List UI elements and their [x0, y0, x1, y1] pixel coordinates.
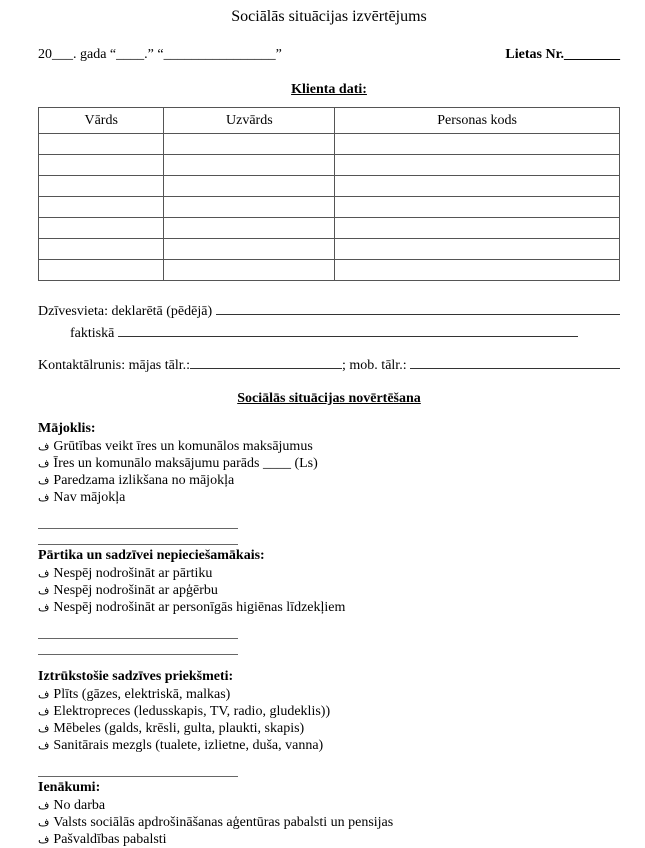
- residence-declared-row: [38, 301, 620, 320]
- checkbox-icon: ف: [38, 816, 50, 829]
- client-data-heading: Klienta dati:: [291, 82, 367, 97]
- checkbox-icon: ف: [38, 688, 50, 701]
- client-table-cell: [335, 239, 620, 260]
- client-table-cell: [164, 197, 335, 218]
- checkbox-item: [38, 472, 620, 489]
- residence-actual-fill-line: [118, 323, 578, 337]
- date-fill-in-line: 20___. gada “____.” “________________”: [38, 47, 282, 62]
- client-table-cell: [39, 239, 164, 260]
- checkbox-item: [38, 455, 620, 472]
- write-in-line: [38, 623, 238, 639]
- write-in-line: [38, 513, 238, 529]
- checkbox-item: [38, 599, 620, 616]
- section-partika: [38, 547, 620, 655]
- checkbox-item: [38, 703, 620, 720]
- client-table-header-row: [39, 108, 620, 134]
- section-heading: Mājoklis:: [38, 421, 96, 436]
- residence-actual-row: [38, 323, 620, 342]
- checkbox-icon: ف: [38, 584, 50, 597]
- client-table-row: [39, 239, 620, 260]
- checkbox-item-label: Nespēj nodrošināt ar apģērbu: [53, 583, 218, 598]
- column-header-name: Vārds: [39, 108, 164, 134]
- checkbox-icon: ف: [38, 601, 50, 614]
- checkbox-item-label: Elektropreces (ledusskapis, TV, radio, gludeklis)): [53, 704, 331, 719]
- checkbox-item-label: Nav mājokļa: [53, 490, 126, 505]
- section-ienakumi: [38, 779, 620, 848]
- client-table-cell: [164, 239, 335, 260]
- checkbox-icon: ف: [38, 705, 50, 718]
- checkbox-item-label: Grūtības veikt īres un komunālos maksājumus: [53, 439, 313, 454]
- checkbox-item: [38, 489, 620, 506]
- client-table-cell: [335, 176, 620, 197]
- client-table-cell: [164, 155, 335, 176]
- checkbox-icon: ف: [38, 739, 50, 752]
- checkbox-item-label: Sanitārais mezgls (tualete, izlietne, duša, vanna): [53, 738, 324, 753]
- document-title: Sociālās situācijas izvērtējums: [231, 8, 427, 25]
- client-table-row: [39, 176, 620, 197]
- write-in-line: [38, 761, 238, 777]
- client-table-cell: [335, 218, 620, 239]
- section-heading: Pārtika un sadzīvei nepieciešamākais:: [38, 548, 265, 563]
- client-table-cell: [39, 197, 164, 218]
- client-table-cell: [335, 155, 620, 176]
- section-heading: Iztrūkstošie sadzīves priekšmeti:: [38, 669, 234, 684]
- assessment-heading: Sociālās situācijas novērtēšana: [237, 391, 421, 406]
- section-heading: Ienākumi:: [38, 780, 101, 795]
- checkbox-item: [38, 720, 620, 737]
- contact-mobile-label: ; mob. tālr.:: [342, 358, 411, 373]
- checkbox-item-label: Nespēj nodrošināt ar personīgās higiēnas līdzekļiem: [53, 600, 346, 615]
- contact-mobile-fill-line: [410, 355, 620, 369]
- checkbox-item: [38, 831, 620, 848]
- residence-actual-label: faktiskā: [70, 326, 118, 341]
- residence-declared-label: Dzīvesvieta: deklarētā (pēdējā): [38, 304, 216, 319]
- write-in-line: [38, 639, 238, 655]
- client-table-cell: [164, 134, 335, 155]
- client-table-cell: [39, 155, 164, 176]
- checkbox-icon: ف: [38, 567, 50, 580]
- column-header-surname: Uzvārds: [164, 108, 335, 134]
- checkbox-item-label: No darba: [53, 798, 106, 813]
- checkbox-item-label: Valsts sociālās apdrošināšanas aģentūras pabalsti un pensijas: [53, 815, 394, 830]
- client-table-cell: [335, 197, 620, 218]
- write-in-line: [38, 529, 238, 545]
- residence-block: [38, 301, 620, 342]
- checkbox-icon: ف: [38, 799, 50, 812]
- date-row: [38, 47, 620, 63]
- client-table-row: [39, 197, 620, 218]
- checkbox-item-label: Plīts (gāzes, elektriskā, malkas): [53, 687, 231, 702]
- client-data-table: [38, 107, 620, 281]
- contact-home-label: Kontaktālrunis: mājas tālr.:: [38, 358, 191, 373]
- client-table-row: [39, 218, 620, 239]
- checkbox-icon: ف: [38, 722, 50, 735]
- checkbox-icon: ف: [38, 474, 50, 487]
- checkbox-item: [38, 438, 620, 455]
- client-table-row: [39, 134, 620, 155]
- client-table-cell: [39, 134, 164, 155]
- residence-declared-fill-line: [216, 301, 620, 315]
- client-table-cell: [164, 218, 335, 239]
- contact-home-fill-line: [190, 355, 342, 369]
- checkbox-item-label: Nespēj nodrošināt ar pārtiku: [53, 566, 213, 581]
- checkbox-item: [38, 814, 620, 831]
- checkbox-item-label: Paredzama izlikšana no mājokļa: [53, 473, 235, 488]
- checkbox-item-label: Mēbeles (galds, krēsli, gulta, plaukti, skapis): [53, 721, 305, 736]
- column-header-personal-code: Personas kods: [335, 108, 620, 134]
- section-majoklis: [38, 420, 620, 545]
- client-table-cell: [335, 134, 620, 155]
- client-table-cell: [164, 260, 335, 281]
- checkbox-icon: ف: [38, 457, 50, 470]
- checkbox-icon: ف: [38, 440, 50, 453]
- assessment-sections: [38, 420, 620, 848]
- checkbox-icon: ف: [38, 491, 50, 504]
- client-table-cell: [39, 260, 164, 281]
- checkbox-item: [38, 565, 620, 582]
- checkbox-item-label: Pašvaldības pabalsti: [53, 832, 167, 847]
- case-number: Lietas Nr.________: [505, 47, 620, 62]
- client-table-row: [39, 155, 620, 176]
- checkbox-item-label: Īres un komunālo maksājumu parāds ____ (Ls): [53, 456, 318, 471]
- section-iztrukstosie: [38, 668, 620, 777]
- checkbox-item: [38, 797, 620, 814]
- contact-phone-row: [38, 355, 620, 374]
- client-table-cell: [39, 176, 164, 197]
- checkbox-item: [38, 737, 620, 754]
- client-table-row: [39, 260, 620, 281]
- client-table-cell: [39, 218, 164, 239]
- client-table-cell: [164, 176, 335, 197]
- client-table-cell: [335, 260, 620, 281]
- checkbox-item: [38, 582, 620, 599]
- checkbox-icon: ف: [38, 833, 50, 846]
- checkbox-item: [38, 686, 620, 703]
